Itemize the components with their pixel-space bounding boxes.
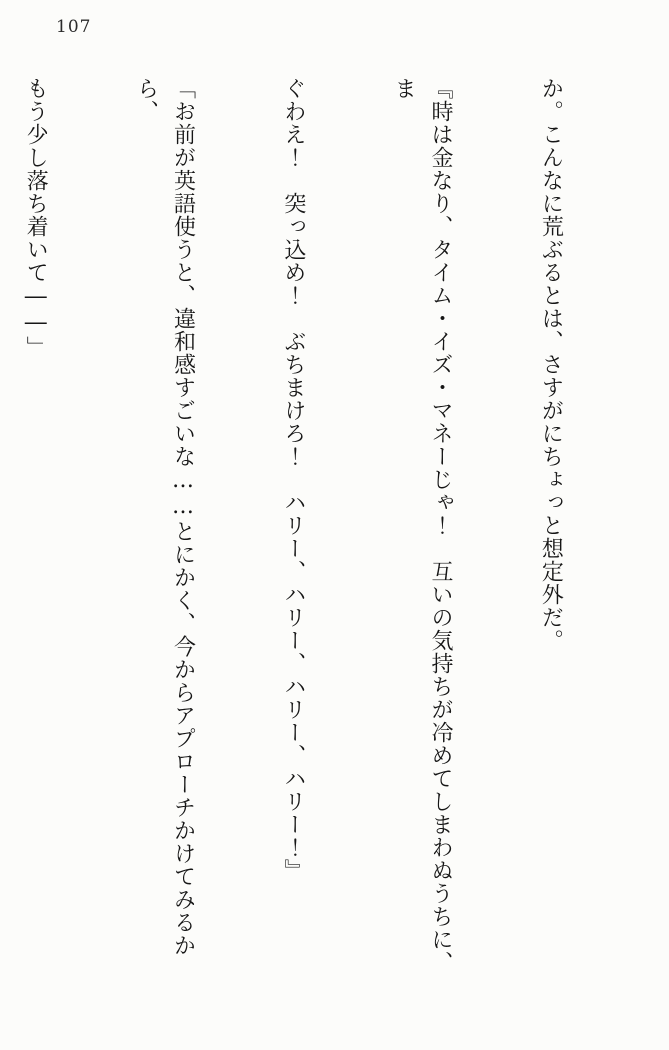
text-area bbox=[0, 77, 642, 995]
text-line: 『時は金なり、タイム・イズ・マネーじゃ！ 互いの気持ちが冷めてしまわぬうちに、ま bbox=[391, 77, 454, 974]
text-line: か。こんなに荒ぶるとは、さすがにちょっと想定外だ。 bbox=[538, 77, 564, 652]
page-number: 107 bbox=[56, 17, 92, 37]
text-line: 「お前が英語使うと、違和感すごいな……とにかく、今からアプローチかけてみるから、 bbox=[133, 77, 196, 957]
text-line: ぐわえ！ 突っ込め！ ぶちまけろ！ ハリー、ハリー、ハリー、ハリー！』 bbox=[280, 77, 306, 882]
text-line: もう少し落ち着いて――」 bbox=[23, 77, 49, 359]
